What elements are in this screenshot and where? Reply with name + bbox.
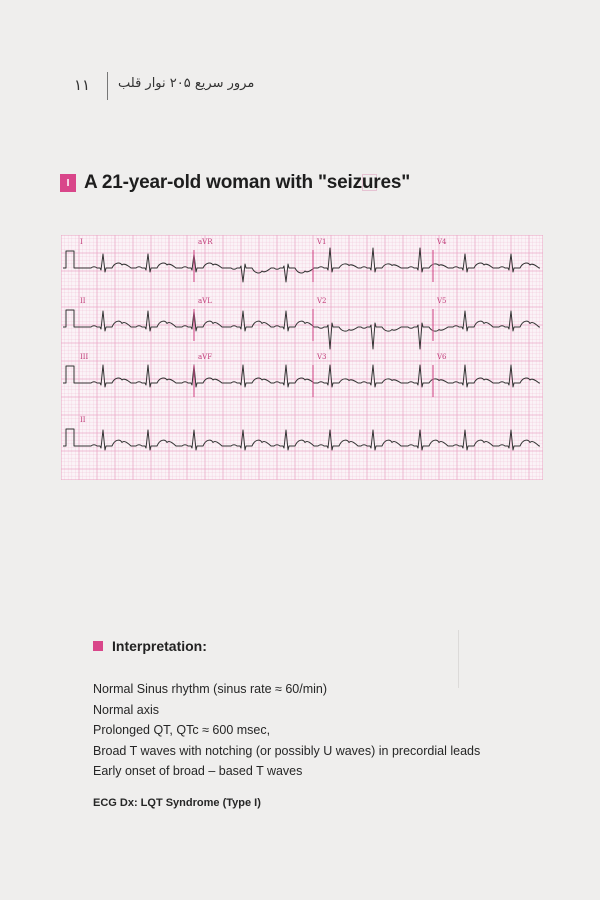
case-title-row	[60, 170, 410, 196]
heading-marker-icon	[93, 641, 103, 651]
lead-label: I	[80, 238, 83, 246]
page-header	[0, 72, 600, 102]
interpretation-list	[93, 679, 480, 782]
lead-label: II	[80, 297, 86, 305]
page-number: ۱۱	[74, 76, 91, 94]
lead-label: V6	[437, 353, 447, 361]
lead-label: V3	[317, 353, 327, 361]
interpretation-line: Normal Sinus rhythm (sinus rate ≈ 60/min)	[93, 682, 328, 696]
interpretation-line: Normal axis	[93, 702, 159, 717]
interpretation-line: Early onset of broad – based T waves	[93, 764, 303, 778]
header-divider	[107, 72, 108, 100]
lead-label: aVR	[198, 238, 213, 246]
lead-label: V2	[317, 297, 327, 305]
case-number-badge: I	[60, 174, 76, 192]
ecg-strip	[61, 235, 543, 480]
lead-label: II	[80, 416, 86, 424]
ecg-grid	[61, 235, 543, 480]
lead-label: aVL	[198, 297, 212, 305]
lead-label: V5	[437, 297, 447, 305]
interpretation-title: Interpretation:	[112, 638, 207, 654]
lead-label: aVF	[198, 353, 213, 361]
lead-label: V4	[437, 238, 447, 246]
book-title: مرور سریع ۲۰۵ نوار قلب	[118, 76, 255, 91]
interpretation-line: Broad T waves with notching (or possibly U waves) in precordial leads	[93, 743, 481, 758]
interpretation-heading	[93, 638, 207, 654]
interpretation-line: Prolonged QT, QTc ≈ 600 msec,	[93, 723, 271, 737]
lead-label: III	[80, 353, 89, 361]
ecg-diagnosis: ECG Dx: LQT Syndrome (Type I)	[93, 797, 261, 809]
case-title: A 21-year-old woman with "seizures"	[84, 172, 411, 193]
lead-label: V1	[317, 238, 327, 246]
